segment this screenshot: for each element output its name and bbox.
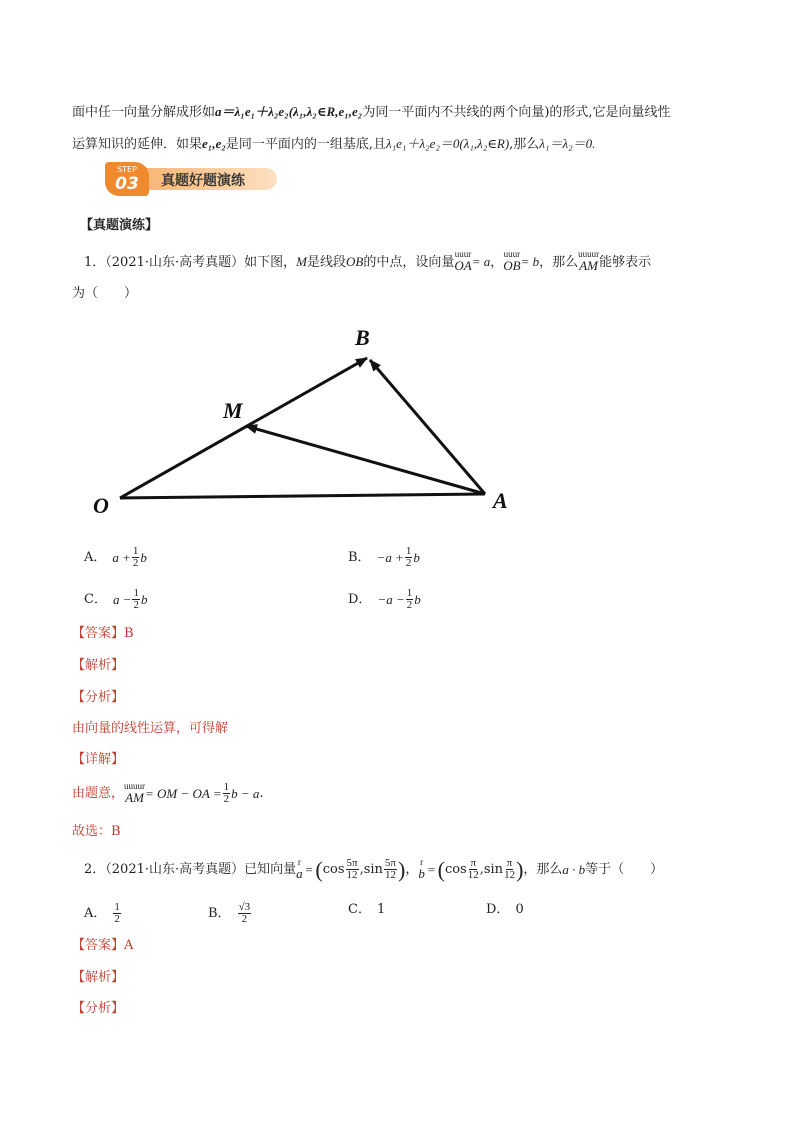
q1-text: ，那么 [539, 255, 579, 270]
intro-text: 面中任一向量分解成形如 [72, 105, 216, 120]
q2-analysis-heading: 【解析】 [72, 970, 125, 985]
q1-text: 是线段 [306, 255, 346, 270]
q1-text: ， [490, 255, 504, 270]
step-title: 真题好题演练 [161, 173, 245, 189]
intro-text: 运算知识的延伸．如果 [72, 137, 203, 152]
vector-oa: uuur OA [454, 249, 472, 273]
q1-option-c[interactable]: C． a − $\frac{1}{2}$ b [84, 587, 148, 611]
formula: a＝λ₁e₁＋λ₂e₂(λ₁,λ₂∈R,e₁,e₂ [215, 104, 363, 119]
intro-line-2 [72, 134, 595, 155]
q2-answer: 【答案】A [72, 938, 134, 953]
q1-answer: 【答案】B [72, 626, 134, 641]
vector-ob: uuur OB [503, 249, 521, 273]
triangle-figure [80, 318, 540, 528]
q1-detail-heading: 【详解】 [72, 752, 125, 767]
q1-fenxi-heading: 【分析】 [72, 690, 125, 705]
segment-ob [120, 358, 367, 498]
q1-text: 1．（2021·山东·高考真题）如下图， [84, 255, 297, 270]
q2-option-d[interactable]: D． 0 [486, 902, 524, 917]
q1-option-b[interactable]: B． −a + $\frac{1}{2}$ b [348, 545, 420, 569]
q1-detail-text: 由题意， uuuur AM = OM − OA = $\frac{1}{2}$ b − a . [72, 781, 264, 805]
q1-text: = b [520, 254, 540, 269]
q1-analysis-heading: 【解析】 [72, 658, 125, 673]
point-label-a: A [493, 488, 508, 513]
segment-ab [370, 360, 485, 494]
q1-text: M [296, 254, 307, 269]
formula: e₁,e₂ [202, 136, 226, 151]
intro-text: 为同一平面内不共线的两个向量)的形式,它是向量线性 [362, 105, 671, 120]
q1-fenxi-text: 由向量的线性运算，可得解 [72, 721, 229, 736]
section-title: 【真题演练】 [80, 218, 159, 233]
q1-choose: 故选：B [72, 824, 121, 839]
intro-text: ,那么 [509, 137, 540, 152]
q2-stem: 2．（2021·山东·高考真题）已知向量 r a = ( cos $\frac{5\pi}{12}$ ,sin $\frac{5\pi}{12}$ ) ， r b = ( cos $\frac{\pi}{12}$ ,sin $\frac{\pi}{12}$ ) ，那么 a · b 等于（ ） [84, 856, 664, 882]
formula: λ₁e₁＋λ₂e₂＝0(λ₁,λ₂∈R) [386, 136, 510, 151]
point-label-o: O [93, 493, 109, 518]
q1-text: OB [345, 254, 364, 269]
vector-am: uuuur AM [578, 249, 600, 273]
q2-option-b[interactable]: B． $\frac{√3}{2}$ [208, 901, 251, 925]
q1-option-d[interactable]: D． −a − $\frac{1}{2}$ b [348, 587, 421, 611]
segment-am [246, 426, 485, 494]
segment-oa [120, 494, 485, 498]
q1-option-a[interactable]: A． a + $\frac{1}{2}$ b [84, 545, 147, 569]
step-tag [105, 162, 149, 196]
q2-fenxi-heading: 【分析】 [72, 1001, 125, 1016]
step-badge [105, 162, 277, 194]
q2-option-a[interactable]: A． $\frac{1}{2}$ [84, 901, 120, 925]
step-number: 03 [115, 174, 139, 194]
point-label-b: B [355, 325, 370, 350]
q2-option-c[interactable]: C． 1 [348, 902, 386, 917]
q1-text: 能够表示 [599, 255, 652, 270]
formula: λ₁＝λ₂＝0. [539, 136, 596, 151]
intro-line-1 [72, 102, 671, 123]
q1-stem-line-2: 为（ ） [72, 286, 138, 301]
step-label: STEP [117, 165, 137, 174]
q1-text: 的中点，设向量 [363, 255, 455, 270]
point-label-m: M [223, 398, 243, 423]
q1-text: = a [471, 254, 491, 269]
intro-text: 是同一平面内的一组基底,且 [225, 137, 387, 152]
q1-stem-line-1 [84, 250, 651, 273]
